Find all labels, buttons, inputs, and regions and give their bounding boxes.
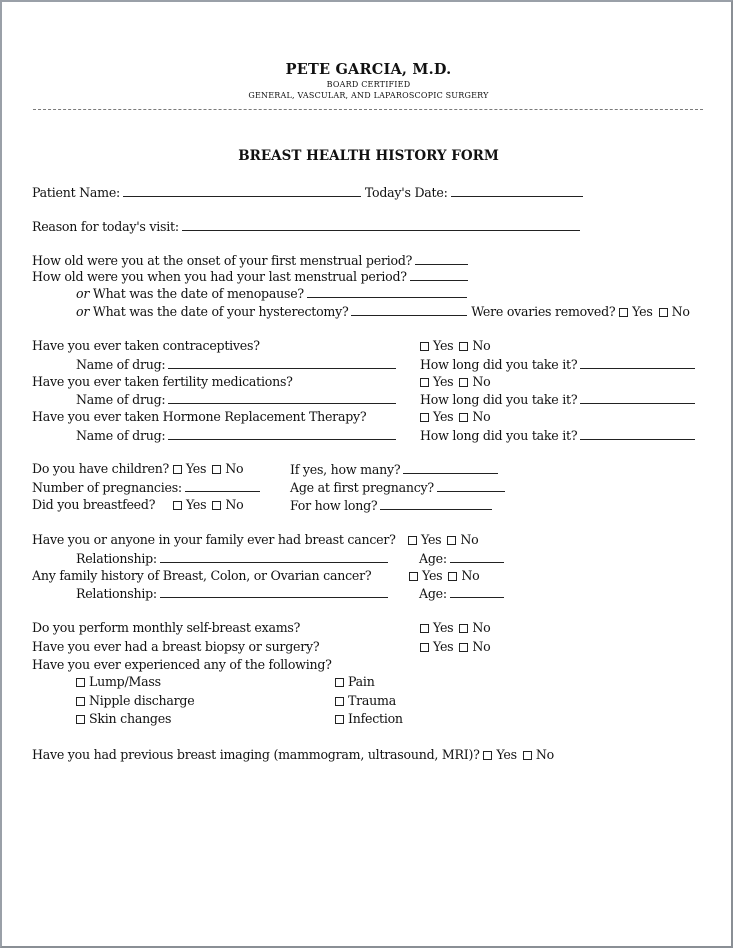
imaging-yes-checkbox[interactable]: [483, 751, 492, 760]
patient-name-label: Patient Name:: [32, 185, 121, 200]
or-label: or: [76, 304, 90, 319]
yes-label: Yes: [421, 532, 442, 547]
experienced-question: Have you ever experienced any of the following?: [32, 657, 332, 672]
yes-label: Yes: [496, 747, 517, 762]
how-many-question: If yes, how many?: [290, 462, 401, 477]
pain-checkbox[interactable]: [335, 678, 344, 687]
age-first-pregnancy-field[interactable]: [437, 479, 505, 492]
family-history-age-field[interactable]: [450, 585, 504, 598]
no-label: No: [472, 639, 491, 654]
ovaries-question: Were ovaries removed?: [471, 304, 616, 319]
duration-label: How long did you take it?: [420, 428, 578, 443]
age-first-pregnancy-question: Age at first pregnancy?: [290, 480, 434, 495]
pregnancies-field[interactable]: [185, 479, 260, 492]
todays-date-field[interactable]: [451, 184, 583, 197]
age-label: Age:: [419, 586, 447, 601]
hrt-no-checkbox[interactable]: [459, 413, 468, 422]
last-period-field[interactable]: [410, 268, 468, 281]
hrt-drug-field[interactable]: [168, 427, 396, 440]
children-question: Do you have children?: [32, 461, 170, 476]
self-exam-yes-checkbox[interactable]: [420, 624, 429, 633]
relationship-label: Relationship:: [76, 551, 157, 566]
breastfeed-no-checkbox[interactable]: [212, 501, 221, 510]
contraceptives-question: Have you ever taken contraceptives?: [32, 338, 260, 353]
symptom-label: Infection: [348, 711, 403, 726]
no-label: No: [461, 568, 480, 583]
breastfeed-yes-checkbox[interactable]: [173, 501, 182, 510]
contraceptives-no-checkbox[interactable]: [459, 342, 468, 351]
biopsy-yes-checkbox[interactable]: [420, 643, 429, 652]
self-exam-question: Do you perform monthly self-breast exams?: [32, 620, 301, 635]
lump-mass-checkbox[interactable]: [76, 678, 85, 687]
or-label: or: [76, 286, 90, 301]
reason-label: Reason for today's visit:: [32, 219, 179, 234]
how-many-field[interactable]: [403, 461, 498, 474]
breast-cancer-no-checkbox[interactable]: [447, 536, 456, 545]
drug-name-label: Name of drug:: [76, 428, 166, 443]
duration-label: How long did you take it?: [420, 357, 578, 372]
no-label: No: [472, 374, 491, 389]
children-no-checkbox[interactable]: [212, 465, 221, 474]
fertility-duration-field[interactable]: [580, 391, 695, 404]
drug-name-label: Name of drug:: [76, 392, 166, 407]
breast-cancer-relationship-field[interactable]: [160, 550, 388, 563]
yes-label: Yes: [433, 338, 454, 353]
skin-changes-checkbox[interactable]: [76, 715, 85, 724]
yes-label: Yes: [433, 409, 454, 424]
imaging-question: Have you had previous breast imaging (mammogram, ultrasound, MRI)?: [32, 747, 480, 762]
breast-cancer-yes-checkbox[interactable]: [408, 536, 417, 545]
contraceptives-yes-checkbox[interactable]: [420, 342, 429, 351]
biopsy-no-checkbox[interactable]: [459, 643, 468, 652]
menopause-question: What was the date of menopause?: [92, 286, 304, 301]
certification: BOARD CERTIFIED: [326, 80, 411, 89]
hrt-duration-field[interactable]: [580, 427, 695, 440]
first-period-question: How old were you at the onset of your first menstrual period?: [32, 253, 413, 268]
yes-label: Yes: [185, 461, 207, 476]
breast-cancer-question: Have you or anyone in your family ever had breast cancer?: [32, 532, 396, 547]
specialty: GENERAL, VASCULAR, AND LAPAROSCOPIC SURGERY: [248, 91, 489, 100]
symptom-label: Pain: [348, 674, 375, 689]
no-label: No: [535, 747, 554, 762]
drug-name-label: Name of drug:: [76, 357, 166, 372]
infection-checkbox[interactable]: [335, 715, 344, 724]
yes-label: Yes: [185, 497, 207, 512]
todays-date-label: Today's Date:: [364, 185, 448, 200]
no-label: No: [460, 532, 479, 547]
no-label: No: [671, 304, 690, 319]
menopause-date-field[interactable]: [307, 285, 467, 298]
yes-label: Yes: [433, 639, 454, 654]
no-label: No: [472, 620, 491, 635]
doctor-name: PETE GARCIA, M.D.: [285, 61, 452, 78]
reason-field[interactable]: [182, 218, 580, 231]
breastfeed-question: Did you breastfeed?: [32, 497, 156, 512]
nipple-discharge-checkbox[interactable]: [76, 697, 85, 706]
how-long-question: For how long?: [290, 498, 378, 513]
hrt-question: Have you ever taken Hormone Replacement Therapy?: [32, 409, 367, 424]
last-period-question: How old were you when you had your last menstrual period?: [32, 269, 407, 284]
contraceptive-drug-field[interactable]: [168, 356, 396, 369]
breastfeed-duration-field[interactable]: [380, 497, 492, 510]
age-label: Age:: [419, 551, 447, 566]
patient-name-field[interactable]: [123, 184, 361, 197]
imaging-no-checkbox[interactable]: [523, 751, 532, 760]
header-divider: [33, 109, 703, 110]
fertility-drug-field[interactable]: [168, 391, 396, 404]
fertility-question: Have you ever taken fertility medications?: [32, 374, 293, 389]
contraceptive-duration-field[interactable]: [580, 356, 695, 369]
form-title: BREAST HEALTH HISTORY FORM: [238, 148, 499, 164]
first-period-field[interactable]: [415, 252, 468, 265]
self-exam-no-checkbox[interactable]: [459, 624, 468, 633]
hysterectomy-question: What was the date of your hysterectomy?: [92, 304, 349, 319]
symptom-label: Skin changes: [89, 711, 172, 726]
duration-label: How long did you take it?: [420, 392, 578, 407]
no-label: No: [225, 497, 244, 512]
pregnancies-label: Number of pregnancies:: [32, 480, 182, 495]
biopsy-question: Have you ever had a breast biopsy or surgery?: [32, 639, 320, 654]
symptom-label: Lump/Mass: [89, 674, 161, 689]
yes-label: Yes: [632, 304, 653, 319]
breast-cancer-age-field[interactable]: [450, 550, 504, 563]
ovaries-yes-checkbox[interactable]: [619, 308, 628, 317]
ovaries-no-checkbox[interactable]: [659, 308, 668, 317]
fertility-no-checkbox[interactable]: [459, 378, 468, 387]
no-label: No: [472, 409, 491, 424]
family-history-yes-checkbox[interactable]: [409, 572, 418, 581]
children-yes-checkbox[interactable]: [173, 465, 182, 474]
symptom-label: Nipple discharge: [89, 693, 195, 708]
yes-label: Yes: [433, 374, 454, 389]
hysterectomy-date-field[interactable]: [351, 303, 467, 316]
symptom-label: Trauma: [348, 693, 396, 708]
fertility-yes-checkbox[interactable]: [420, 378, 429, 387]
yes-label: Yes: [433, 620, 454, 635]
relationship-label: Relationship:: [76, 586, 157, 601]
family-history-no-checkbox[interactable]: [448, 572, 457, 581]
hrt-yes-checkbox[interactable]: [420, 413, 429, 422]
yes-label: Yes: [422, 568, 443, 583]
family-history-relationship-field[interactable]: [160, 585, 388, 598]
trauma-checkbox[interactable]: [335, 697, 344, 706]
family-history-question: Any family history of Breast, Colon, or Ovarian cancer?: [32, 568, 372, 583]
no-label: No: [472, 338, 491, 353]
no-label: No: [225, 461, 244, 476]
